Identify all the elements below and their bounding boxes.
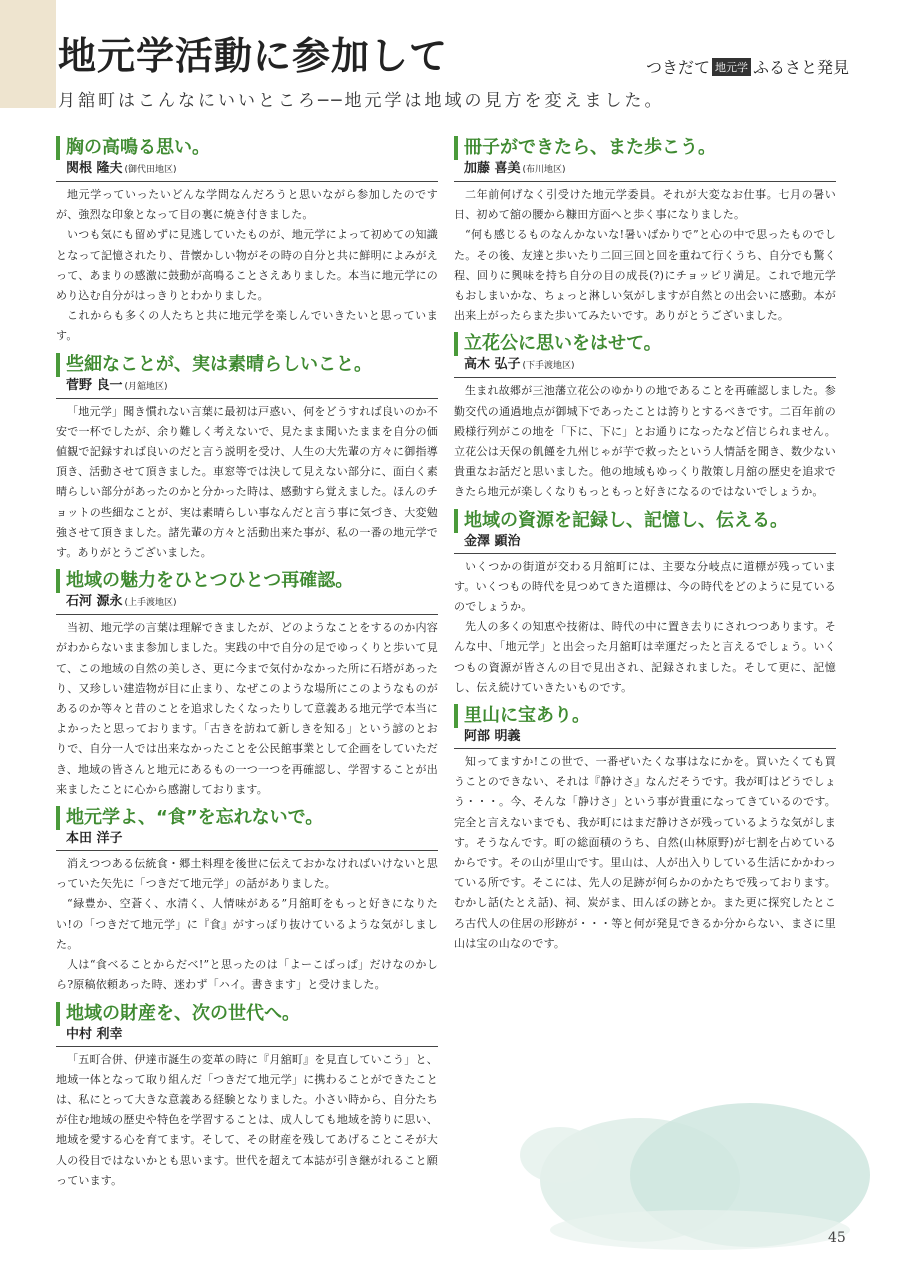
essay-section: [454, 136, 836, 326]
body-paragraph: いくつかの街道が交わる月舘町には、主要な分岐点に道標が残っています。いくつもの時代を見つめてきた道標は、今の時代をどのように見ているのでしょうか。: [454, 559, 836, 614]
corner-decoration: [0, 0, 56, 108]
author-location: (下手渡地区): [522, 361, 575, 372]
author-name: 菅野 良一: [66, 377, 123, 393]
section-body: [56, 402, 438, 564]
section-body: [454, 381, 836, 502]
page-number: 45: [828, 1230, 846, 1246]
section-body: [56, 618, 438, 800]
left-column: [56, 136, 438, 1197]
series-tagline: [646, 55, 849, 78]
body-paragraph: これからも多くの人たちと共に地元学を楽しんでいきたいと思っています。: [56, 309, 438, 343]
author-line: [454, 728, 836, 749]
body-paragraph: 知ってますか!この世で、一番ぜいたくな事はなにかを。買いたくても買うことのできない、それは『静けさ』なんだそうです。我が町はどうでしょう・・・。今、そんな「静けさ」という事が貴重になってきているのです。完全と言えないまでも、我が町にはまだ静けさが残っているような気がします。そうなんです。町の総面積のうち、自然(山林原野)が七割を占めているからです。その山が里山です。里山は、人が出入りしている生活にかかわっている所です。そこには、先人の足跡が何らかのかたちで残っております。むかし話(たとえ話)、祠、炭がま、田んぼの跡とか。また更に探究したところ古代人の住居の形跡が・・・等と何が発見できるか分からない、まさに里山は宝の山なのです。: [454, 755, 836, 950]
series-badge: 地元学: [712, 58, 751, 76]
essay-section: [454, 332, 836, 502]
author-name: 石河 源永: [66, 594, 123, 610]
series-suffix: ふるさと発見: [753, 58, 850, 77]
author-line: [454, 533, 836, 554]
section-heading: 地域の財産を、次の世代へ。: [56, 1002, 438, 1026]
section-body: [454, 752, 836, 954]
section-heading: 地域の資源を記録し、記憶し、伝える。: [454, 509, 836, 533]
author-line: [56, 1026, 438, 1047]
author-line: [56, 377, 438, 399]
essay-section: [454, 509, 836, 698]
body-paragraph: 生まれ故郷が三池藩立花公のゆかりの地であることを再確認しました。参勤交代の通過地点が御城下であったことは誇りとするべきです。二百年前の殿様行列がこの地を「下に、下に」とお通りになったなど信じられません。立花公は天保の飢饉を九州じゃが芋で救ったという人情話を聞き、数少ない貴重なお話だと思いました。他の地域もゆっくり散策し月舘の歴史を追求できたら地元が楽しくなりもっともっと好きになるのではないでしょうか。: [454, 384, 836, 499]
section-heading: 些細なことが、実は素晴らしいこと。: [56, 353, 438, 377]
author-name: 金澤 顕治: [464, 533, 521, 549]
section-heading: 地元学よ、“食”を忘れないで。: [56, 806, 438, 830]
body-paragraph: 当初、地元学の言葉は理解できましたが、どのようなことをするのか内容がわからないまま参加しました。実践の中で自分の足でゆっくりと歩いて見て、この地域の自然の美しさ、更に今まで気付かなかった所に石塔があったり、又珍しい建造物が目に止まり、なぜこのような場所にこのようなものがあるのか等々と昔のことを追求したくなったりして意義ある地元学で本当によかったと思っております。「古きを訪ねて新しきを知る」という諺のとおりで、自分一人では出来なかったことを公民館事業として企画をしていただき、地域の皆さんと地元にあるもの一つ一つを再確認し、学習することが出来ましたことに心から感謝しております。: [56, 621, 438, 796]
author-name: 中村 利幸: [66, 1026, 123, 1042]
essay-section: [56, 1002, 438, 1191]
essay-section: [56, 806, 438, 995]
body-paragraph: 地元学っていったいどんな学問なんだろうと思いながら参加したのですが、強烈な印象となって目の裏に焼き付きました。: [56, 188, 438, 222]
body-paragraph: 消えつつある伝統食・郷土料理を後世に伝えておかなければいけないと思っていた矢先に「つきだて地元学」の話がありました。: [56, 857, 438, 891]
section-heading: 里山に宝あり。: [454, 704, 836, 728]
section-body: [56, 1050, 438, 1191]
essay-section: [454, 704, 836, 954]
body-paragraph: 二年前何げなく引受けた地元学委員。それが大変なお仕事。七月の暑い日、初めて舘の腰から糠田方面へと歩く事になりました。: [454, 188, 836, 222]
author-location: (布川地区): [522, 165, 566, 175]
body-paragraph: 「地元学」聞き慣れない言葉に最初は戸惑い、何をどうすれば良いのか不安で一杯でしたが、余り難しく考えないで、見たまま聞いたままを自分の価値観で記録すれば良いのだと言う説明を受け、人生の大先輩の方々に御指導頂き、活動させて頂きました。車窓等では決して見えない部分に、面白く素晴らしい部分があったのかと分かった時は、感動すら覚えました。ほんのチョットの些細なことが、実は素晴らしい事なんだと言う事に気づき、大変勉強させて頂きました。諸先輩の方々と活動出来た事が、私の一番の地元学です。ありがとうございました。: [56, 404, 438, 560]
watercolor-illustration: [520, 1060, 880, 1250]
section-heading: 立花公に思いをはせて。: [454, 332, 836, 356]
author-line: [56, 830, 438, 851]
body-paragraph: 人は“食べることからだべ!”と思ったのは「よーこばっぱ」だけなのかしら?原稿依頼あった時、迷わず「ハイ。書きます」と受けました。: [56, 958, 438, 992]
section-heading: 地域の魅力をひとつひとつ再確認。: [56, 569, 438, 593]
body-paragraph: “緑豊か、空蒼く、水清く、人情味がある”月舘町をもっと好きになりたい!の「つきだて地元学」に『食』がすっぽり抜けているような気がしました。: [56, 897, 438, 951]
section-body: [454, 557, 836, 698]
section-heading: 胸の高鳴る思い。: [56, 136, 438, 160]
essay-section: [56, 353, 438, 564]
author-line: [56, 160, 438, 182]
right-column: [454, 136, 836, 960]
author-name: 高木 弘子: [464, 357, 521, 373]
author-line: [454, 160, 836, 182]
page-subtitle: 月舘町はこんなにいいところ──地元学は地域の見方を変えました。: [58, 91, 665, 111]
author-location: (月舘地区): [124, 381, 168, 392]
body-paragraph: 先人の多くの知恵や技術は、時代の中に置き去りにされつつあります。そんな中、「地元学」と出会った月舘町は幸運だったと言えるでしょう。いくつもの資源が皆さんの目で見出され、記録されました。そして更に、記憶し、伝え続けていきたいものです。: [454, 620, 836, 694]
author-name: 加藤 喜美: [464, 161, 521, 176]
essay-section: [56, 569, 438, 800]
body-paragraph: “何も感じるものなんかないな!暑いばかりで”と心の中で思ったものでした。その後、友達と歩いたり二回三回と回を重ねて行くうち、自分でも驚く程、回りに興味を持ち自分の目の成長(?)にチョッピリ満足。これで地元学もおしまいかな、ちょっと淋しい気がしますが自然との出会いに感動。本が出来上がったらまた歩いてみたいです。ありがとうございました。: [454, 228, 836, 323]
section-body: [56, 185, 438, 347]
page-title: 地元学活動に参加して: [58, 34, 449, 78]
series-prefix: つきだて: [646, 58, 711, 77]
author-location: (御代田地区): [124, 165, 177, 175]
body-paragraph: いつも気にも留めずに見逃していたものが、地元学によって初めての知識となって記憶されたり、昔懐かしい物がその時の自分と共に鮮明によみがえって、あまりの感激に鼓動が高鳴ることさえありました。本当に地元学にのめり込む自分がはっきりとわかりました。: [56, 228, 438, 303]
author-name: 関根 隆夫: [66, 161, 123, 176]
author-line: [56, 593, 438, 615]
section-heading: 冊子ができたら、また歩こう。: [454, 136, 836, 160]
essay-section: [56, 136, 438, 347]
section-body: [454, 185, 836, 326]
section-body: [56, 854, 438, 995]
author-name: 阿部 明義: [464, 729, 521, 745]
author-location: (上手渡地区): [124, 598, 177, 609]
author-line: [454, 356, 836, 378]
body-paragraph: 「五町合併、伊達市誕生の変革の時に『月舘町』を見直していこう」と、地域一体となって取り組んだ「つきだて地元学」に携わることができたことは、私にとって大きな意義ある経験となりました。小さい時から、自分たちが住む地域の歴史や特色を学習することは、成人しても地域を誇りに思い、地域を愛する心を育てます。そして、その財産を残してあげることこそが大人の役目ではないかとも思います。世代を超えて本誌が引き継がれること願っています。: [56, 1052, 438, 1187]
author-name: 本田 洋子: [66, 831, 123, 847]
